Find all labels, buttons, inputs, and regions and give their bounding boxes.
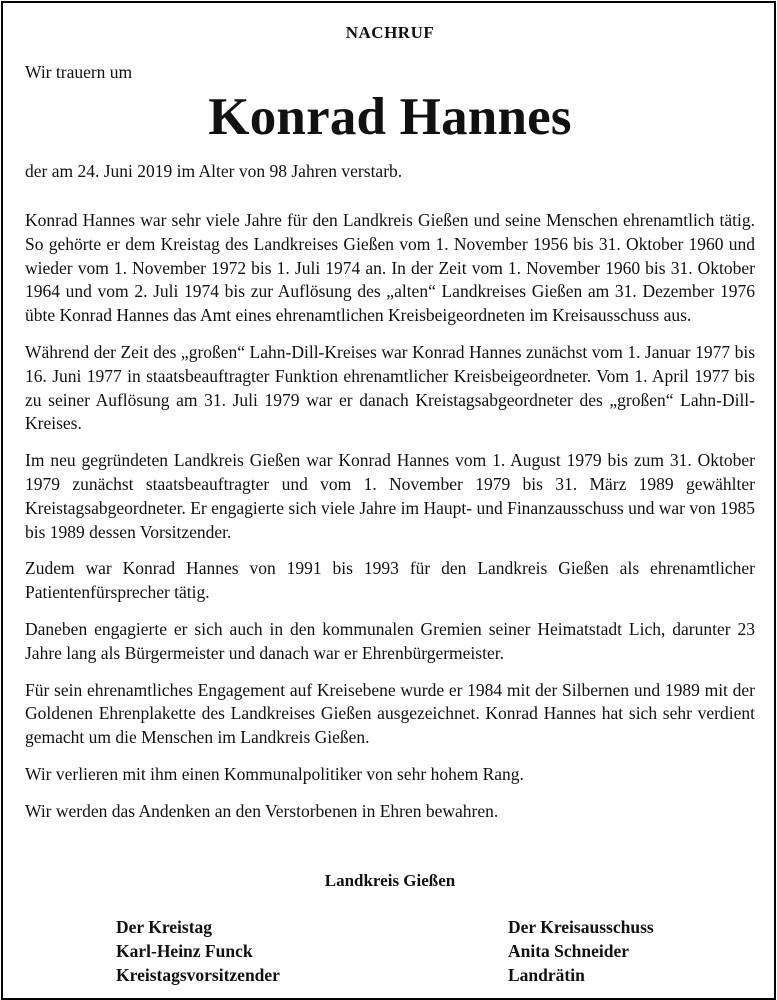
signature-right-body: Der Kreisausschuss [508, 917, 654, 937]
paragraph-new-district: Im neu gegründeten Landkreis Gießen war Konrad Hannes vom 1. August 1979 bis zum 31. Oktober 1979 zunächst staatsbeauftragter und vom 1. November 1979 bis 31. März 1989 gewählter Kreistagsabgeordneter. Er engagierte sich viele Jahre im Haupt- und Finanzausschuss und war von 1985 bis 1989 dessen Vorsitzender. [25, 450, 755, 542]
paragraph-loss: Wir verlieren mit ihm einen Kommunalpolitiker von sehr hohem Rang. [25, 763, 524, 784]
signature-left-body: Der Kreistag [116, 917, 213, 937]
obituary-frame [1, 1, 776, 1000]
paragraph-patient-advocate: Zudem war Konrad Hannes von 1991 bis 1993 für den Landkreis Gießen als ehrenamtlicher Patientenfürsprecher tätig. [25, 558, 755, 603]
signature-left-name: Karl-Heinz Funck [116, 941, 253, 961]
obituary-header: NACHRUF [345, 23, 435, 42]
paragraph-remembrance: Wir werden das Andenken an den Verstorbenen in Ehren bewahren. [25, 800, 499, 821]
deceased-name: Konrad Hannes [208, 88, 572, 146]
death-line: der am 24. Juni 2019 im Alter von 98 Jahren verstarb. [25, 161, 403, 181]
signature-right-name: Anita Schneider [508, 941, 630, 961]
signature-right [508, 915, 654, 987]
obituary-body [25, 209, 755, 837]
paragraph-career: Konrad Hannes war sehr viele Jahre für den Landkreis Gießen und seine Menschen ehrenamtlich tätig. So gehörte er dem Kreistag des Landkreises Gießen vom 1. November 1956 bis 31. Oktober 1960 und wieder vom 1. November 1972 bis 1. Juli 1974 an. In der Zeit vom 1. November 1960 bis 31. Oktober 1964 und vom 2. Juli 1974 bis zur Auflösung des „alten“ Landkreises Gießen am 31. Dezember 1976 übte Konrad Hannes das Amt eines ehrenamtlichen Kreisbeigeordneten im Kreisausschuss aus. [25, 210, 755, 326]
signature-right-title: Landrätin [508, 965, 585, 985]
paragraph-lahn-dill: Während der Zeit des „großen“ Lahn-Dill-Kreises war Konrad Hannes zunächst vom 1. Januar 1977 bis 16. Juni 1977 in staatsbeauftragter Funktion ehrenamtlicher Kreisbeigeordneter. Vom 1. April 1977 bis zu seiner Auflösung am 31. Juli 1979 war er danach Kreistagsabgeordneter des „großen“ Lahn-Dill-Kreises. [25, 341, 755, 434]
paragraph-lich: Daneben engagierte er sich auch in den kommunalen Gremien seiner Heimatstadt Lich, darunter 23 Jahre lang als Bürgermeister und danach war er Ehrenbürgermeister. [25, 618, 755, 663]
paragraph-honors: Für sein ehrenamtliches Engagement auf Kreisebene wurde er 1984 mit der Silbernen und 1989 mit der Goldenen Ehrenplakette des Landkreises Gießen ausgezeichnet. Konrad Hannes hat sich sehr verdient gemacht um die Menschen im Landkreis Gießen. [25, 679, 755, 748]
signature-left [116, 915, 280, 987]
organization-name: Landkreis Gießen [324, 871, 456, 890]
signature-left-title: Kreistagsvorsitzender [116, 965, 280, 985]
intro-line: Wir trauern um [25, 62, 133, 82]
